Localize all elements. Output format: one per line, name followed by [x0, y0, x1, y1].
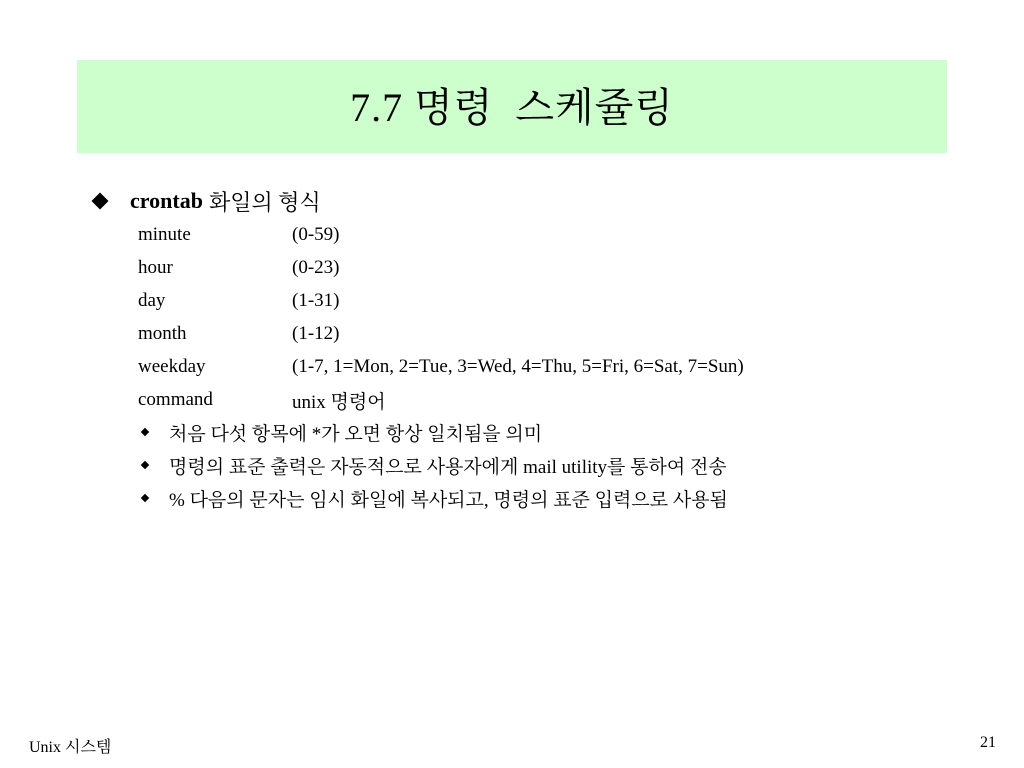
- field-value: (1-7, 1=Mon, 2=Tue, 3=Wed, 4=Thu, 5=Fri, 6=Sat, 7=Sun): [292, 356, 744, 377]
- field-row: [138, 289, 339, 313]
- footer-course-title: Unix 시스템: [29, 739, 112, 756]
- note-text: % 다음의 문자는 임시 화일에 복사되고, 명령의 표준 입력으로 사용됨: [169, 489, 728, 511]
- section-heading: [88, 187, 321, 215]
- field-value: (1-12): [292, 323, 340, 344]
- field-row: [138, 355, 744, 379]
- field-row: [138, 223, 339, 247]
- heading-text: 화일의 형식: [208, 189, 321, 215]
- field-value: (0-59): [292, 224, 340, 245]
- slide-title: 7.7 명령 스케쥴링: [350, 85, 674, 130]
- field-name: hour: [138, 257, 173, 278]
- note-item: [140, 486, 728, 510]
- field-name: minute: [138, 224, 191, 245]
- small-diamond-bullet-icon: [141, 428, 149, 436]
- heading-keyword: crontab: [130, 188, 203, 213]
- field-row: [138, 256, 339, 280]
- title-banner: [77, 60, 947, 153]
- diamond-bullet-icon: [92, 193, 109, 210]
- field-name: day: [138, 290, 166, 311]
- field-row: [138, 388, 386, 412]
- note-text: 처음 다섯 항목에 *가 오면 항상 일치됨을 의미: [169, 423, 543, 445]
- field-row: [138, 322, 339, 346]
- field-name: month: [138, 323, 187, 344]
- note-item: [140, 420, 542, 444]
- note-text: 명령의 표준 출력은 자동적으로 사용자에게 mail utility를 통하여 전송: [169, 456, 727, 478]
- page-number: 21: [980, 734, 996, 751]
- field-name: weekday: [138, 356, 206, 377]
- field-name: command: [138, 389, 213, 410]
- field-value: unix 명령어: [292, 391, 386, 413]
- small-diamond-bullet-icon: [141, 461, 149, 469]
- field-value: (0-23): [292, 257, 340, 278]
- note-item: [140, 453, 727, 477]
- small-diamond-bullet-icon: [141, 494, 149, 502]
- field-value: (1-31): [292, 290, 340, 311]
